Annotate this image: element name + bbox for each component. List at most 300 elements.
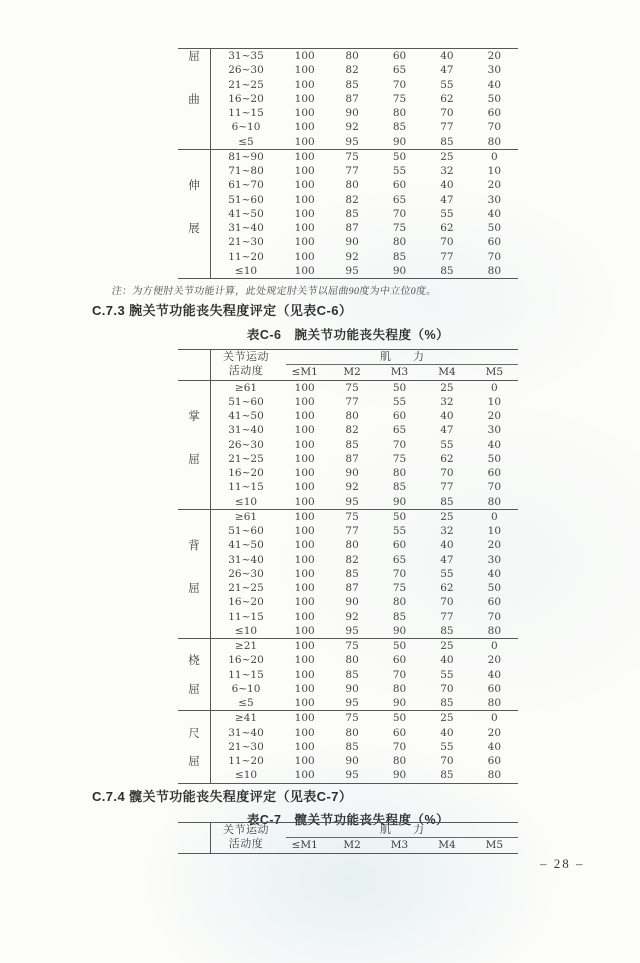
loss-percent-cell: 30 — [487, 424, 502, 437]
rom-range-cell: 51~60 — [228, 395, 264, 408]
rom-range-cell: 11~20 — [228, 250, 264, 263]
table-c6-caption: 表C-6 腕关节功能丧失程度（%） — [246, 328, 450, 342]
loss-percent-cell: 100 — [294, 135, 315, 148]
group-rows — [211, 150, 518, 278]
muscle-grade-m5: M5 — [485, 366, 504, 379]
loss-percent-cell: 100 — [294, 567, 315, 580]
loss-percent-cell: 25 — [440, 381, 454, 394]
muscle-strength-header — [281, 823, 518, 853]
rom-range-cell: 11~15 — [228, 668, 264, 681]
motion-label-cell — [178, 49, 211, 149]
rom-range-cell: 61~70 — [228, 179, 264, 192]
loss-percent-cell: 0 — [490, 150, 498, 163]
rom-range-cell: ≥21 — [234, 640, 258, 652]
loss-percent-cell: 90 — [392, 264, 407, 277]
loss-percent-cell: 40 — [440, 539, 454, 552]
loss-percent-cell: 100 — [294, 740, 315, 753]
loss-percent-cell: 100 — [294, 467, 315, 479]
loss-percent-cell: 10 — [487, 525, 502, 537]
table-row — [211, 510, 518, 524]
loss-percent-cell: 80 — [345, 539, 359, 552]
loss-percent-cell: 70 — [487, 121, 502, 134]
loss-percent-cell: 70 — [392, 438, 407, 451]
loss-percent-cell: 20 — [487, 539, 502, 552]
loss-percent-cell: 20 — [487, 50, 502, 62]
table-row — [211, 610, 518, 624]
loss-percent-cell: 70 — [392, 740, 407, 753]
loss-percent-cell: 92 — [345, 121, 359, 134]
loss-percent-cell: 100 — [294, 107, 315, 119]
group-rows — [211, 639, 518, 710]
loss-percent-cell: 100 — [294, 150, 315, 163]
table-row — [211, 639, 518, 653]
table-row — [211, 381, 518, 395]
loss-percent-cell: 100 — [294, 64, 315, 77]
loss-percent-cell: 100 — [294, 250, 315, 263]
loss-percent-cell: 80 — [392, 596, 407, 609]
table-group — [178, 510, 518, 639]
motion-label-char: 屈 — [188, 683, 200, 696]
loss-percent-cell: 80 — [487, 769, 502, 782]
table-row — [211, 250, 518, 264]
loss-percent-cell: 100 — [294, 207, 315, 220]
loss-percent-cell: 85 — [440, 495, 454, 508]
rom-range-cell: 41~50 — [228, 207, 264, 220]
table-row — [211, 581, 518, 595]
loss-percent-cell: 95 — [345, 264, 359, 277]
loss-percent-cell: 100 — [294, 179, 315, 192]
table-row — [211, 452, 518, 466]
loss-percent-cell: 40 — [487, 207, 502, 220]
loss-percent-cell: 80 — [392, 467, 407, 479]
loss-percent-cell: 32 — [440, 395, 454, 408]
loss-percent-cell: 50 — [487, 92, 502, 105]
table-note: 注：为方便肘关节功能计算，此处规定肘关节以屈曲90度为中立位0度。 — [110, 286, 438, 297]
loss-percent-cell: 100 — [294, 410, 315, 422]
loss-percent-cell: 100 — [294, 624, 315, 637]
rom-range-cell: 31~40 — [228, 222, 264, 234]
group-rows — [211, 49, 518, 149]
loss-percent-cell: 60 — [392, 410, 407, 422]
loss-percent-cell: 100 — [294, 121, 315, 134]
loss-percent-cell: 50 — [392, 381, 407, 394]
loss-percent-cell: 65 — [392, 424, 407, 437]
loss-percent-cell: 30 — [487, 553, 502, 566]
rom-range-cell: 16~20 — [228, 92, 264, 105]
table-row — [211, 768, 518, 782]
loss-percent-cell: 60 — [487, 755, 502, 767]
loss-percent-cell: 87 — [345, 222, 359, 234]
rom-range-cell: 41~50 — [228, 539, 264, 552]
table-row — [211, 726, 518, 740]
loss-percent-cell: 100 — [294, 236, 315, 249]
loss-percent-cell: 55 — [440, 668, 454, 681]
loss-percent-cell: 100 — [294, 395, 315, 408]
loss-percent-cell: 30 — [487, 193, 502, 206]
muscle-strength-title: 肌 力 — [286, 823, 518, 838]
table-row — [211, 538, 518, 552]
rom-header-line1: 关节运动 — [223, 351, 269, 363]
loss-percent-cell: 55 — [440, 207, 454, 220]
loss-percent-cell: 10 — [487, 395, 502, 408]
loss-percent-cell: 75 — [345, 150, 359, 163]
loss-percent-cell: 85 — [345, 668, 359, 681]
table-row — [211, 466, 518, 480]
loss-percent-cell: 100 — [294, 438, 315, 451]
loss-percent-cell: 82 — [345, 553, 359, 566]
table-row — [211, 754, 518, 768]
table-row — [211, 409, 518, 423]
table-row — [211, 264, 518, 278]
loss-percent-cell: 100 — [294, 553, 315, 566]
motion-label-char: 掌 — [188, 411, 200, 424]
loss-percent-cell: 20 — [487, 179, 502, 192]
loss-percent-cell: 70 — [440, 236, 454, 249]
loss-percent-cell: 60 — [487, 467, 502, 479]
loss-percent-cell: 40 — [440, 50, 454, 62]
table-row — [211, 63, 518, 77]
loss-percent-cell: 100 — [294, 264, 315, 277]
motion-label-cell — [178, 150, 211, 278]
loss-percent-cell: 55 — [440, 438, 454, 451]
loss-percent-cell: 70 — [440, 682, 454, 695]
motion-label-char: 伸 — [188, 180, 200, 193]
loss-percent-cell: 47 — [440, 64, 454, 77]
loss-percent-cell: 50 — [487, 452, 502, 465]
loss-percent-cell: 60 — [392, 726, 407, 739]
table-row — [211, 696, 518, 710]
table-header-row — [178, 350, 518, 381]
loss-percent-cell: 77 — [345, 525, 359, 537]
rom-header-line2: 活动度 — [228, 365, 264, 378]
loss-percent-cell: 32 — [440, 165, 454, 177]
rom-header-line2: 活动度 — [228, 838, 264, 851]
loss-percent-cell: 75 — [345, 510, 359, 523]
loss-percent-cell: 77 — [345, 165, 359, 177]
motion-label-cell — [178, 639, 211, 710]
loss-percent-cell: 85 — [440, 264, 454, 277]
table-c7-caption: 表C-7 髋关节功能丧失程度（%） — [246, 813, 450, 827]
group-rows — [211, 381, 518, 509]
loss-percent-cell: 85 — [345, 740, 359, 753]
table-group — [178, 150, 518, 279]
loss-percent-cell: 55 — [440, 740, 454, 753]
loss-percent-cell: 70 — [487, 250, 502, 263]
rom-range-cell: 21~25 — [228, 452, 264, 465]
table-row — [211, 135, 518, 149]
loss-percent-cell: 40 — [487, 740, 502, 753]
muscle-grade-m2: M2 — [343, 366, 361, 379]
loss-percent-cell: 90 — [392, 624, 407, 637]
loss-percent-cell: 20 — [487, 410, 502, 422]
loss-percent-cell: 65 — [392, 64, 407, 77]
loss-percent-cell: 77 — [440, 481, 454, 494]
table-row — [211, 92, 518, 106]
loss-percent-cell: 70 — [440, 596, 454, 609]
loss-percent-cell: 55 — [440, 78, 454, 91]
rom-range-cell: ≤10 — [234, 769, 258, 782]
loss-percent-cell: 100 — [294, 582, 315, 594]
elbow-function-loss-table-continuation — [178, 48, 518, 279]
loss-percent-cell: 100 — [294, 726, 315, 739]
table-row — [211, 207, 518, 221]
table-row — [211, 653, 518, 667]
loss-percent-cell: 20 — [487, 654, 502, 667]
motion-label-char: 屈 — [188, 583, 200, 596]
loss-percent-cell: 40 — [440, 179, 454, 192]
table-row — [211, 740, 518, 754]
loss-percent-cell: 80 — [345, 654, 359, 667]
loss-percent-cell: 60 — [392, 179, 407, 192]
loss-percent-cell: 80 — [487, 135, 502, 148]
loss-percent-cell: 100 — [294, 539, 315, 552]
loss-percent-cell: 60 — [392, 539, 407, 552]
loss-percent-cell: 70 — [487, 481, 502, 494]
rom-range-cell: 21~25 — [228, 582, 264, 594]
loss-percent-cell: 85 — [440, 135, 454, 148]
loss-percent-cell: 90 — [345, 596, 359, 609]
rom-range-cell: ≤5 — [238, 697, 254, 709]
rom-range-cell: ≤10 — [234, 264, 258, 277]
table-row — [211, 221, 518, 235]
loss-percent-cell: 95 — [345, 495, 359, 508]
rom-header-line1: 关节运动 — [223, 824, 269, 836]
table-group — [178, 49, 518, 150]
loss-percent-cell: 80 — [392, 236, 407, 249]
table-header-row — [178, 823, 518, 854]
loss-percent-cell: 85 — [392, 610, 407, 623]
loss-percent-cell: 60 — [487, 107, 502, 119]
loss-percent-cell: 82 — [345, 193, 359, 206]
muscle-grade-m4: M4 — [438, 839, 456, 852]
loss-percent-cell: 80 — [392, 107, 407, 119]
rom-range-cell: 21~30 — [228, 740, 264, 753]
rom-range-cell: ≤5 — [238, 135, 254, 148]
loss-percent-cell: 100 — [294, 640, 315, 652]
rom-range-cell: 11~15 — [228, 481, 264, 494]
loss-percent-cell: 100 — [294, 381, 315, 394]
loss-percent-cell: 77 — [440, 250, 454, 263]
wrist-function-loss-table — [178, 349, 518, 784]
loss-percent-cell: 85 — [345, 78, 359, 91]
rom-range-cell: 31~40 — [228, 726, 264, 739]
loss-percent-cell: 90 — [345, 467, 359, 479]
loss-percent-cell: 60 — [487, 682, 502, 695]
muscle-grade-m3: M3 — [390, 366, 409, 379]
table-group — [178, 381, 518, 510]
rom-range-cell: 31~35 — [228, 50, 264, 62]
table-row — [211, 595, 518, 609]
loss-percent-cell: 95 — [345, 624, 359, 637]
motion-label-cell — [178, 381, 211, 509]
table-row — [211, 524, 518, 538]
loss-percent-cell: 60 — [487, 596, 502, 609]
loss-percent-cell: 92 — [345, 481, 359, 494]
loss-percent-cell: 40 — [487, 668, 502, 681]
muscle-strength-title: 肌 力 — [286, 350, 518, 365]
loss-percent-cell: 100 — [294, 755, 315, 767]
muscle-grade-m1: ≤M1 — [291, 366, 318, 379]
loss-percent-cell: 77 — [440, 121, 454, 134]
table-row — [211, 395, 518, 409]
loss-percent-cell: 50 — [487, 582, 502, 594]
loss-percent-cell: 62 — [440, 452, 454, 465]
loss-percent-cell: 80 — [345, 179, 359, 192]
loss-percent-cell: 100 — [294, 596, 315, 609]
loss-percent-cell: 100 — [294, 769, 315, 782]
rom-range-cell: 26~30 — [228, 438, 264, 451]
motion-label-char: 屈 — [188, 51, 200, 64]
loss-percent-cell: 77 — [440, 610, 454, 623]
rom-column-header — [211, 350, 281, 380]
loss-percent-cell: 65 — [392, 193, 407, 206]
loss-percent-cell: 70 — [440, 107, 454, 119]
table-row — [211, 49, 518, 63]
loss-percent-cell: 47 — [440, 424, 454, 437]
loss-percent-cell: 30 — [487, 64, 502, 77]
table-row — [211, 78, 518, 92]
rom-range-cell: ≥61 — [234, 510, 258, 523]
loss-percent-cell: 92 — [345, 250, 359, 263]
loss-percent-cell: 0 — [490, 381, 498, 394]
table-row — [211, 438, 518, 452]
loss-percent-cell: 90 — [392, 697, 407, 709]
loss-percent-cell: 60 — [392, 654, 407, 667]
table-row — [211, 495, 518, 509]
muscle-grade-columns — [281, 838, 518, 852]
loss-percent-cell: 60 — [392, 50, 407, 62]
loss-percent-cell: 40 — [487, 567, 502, 580]
loss-percent-cell: 80 — [487, 624, 502, 637]
table-group — [178, 639, 518, 711]
muscle-grade-columns — [281, 365, 518, 379]
motion-label-char: 屈 — [188, 453, 200, 466]
loss-percent-cell: 82 — [345, 424, 359, 437]
table-row — [211, 164, 518, 178]
loss-percent-cell: 70 — [487, 610, 502, 623]
loss-percent-cell: 80 — [392, 682, 407, 695]
loss-percent-cell: 95 — [345, 135, 359, 148]
loss-percent-cell: 95 — [345, 697, 359, 709]
rom-range-cell: ≤10 — [234, 624, 258, 637]
loss-percent-cell: 40 — [440, 726, 454, 739]
loss-percent-cell: 75 — [392, 582, 407, 594]
loss-percent-cell: 85 — [345, 567, 359, 580]
rom-range-cell: 51~60 — [228, 525, 264, 537]
loss-percent-cell: 80 — [487, 264, 502, 277]
motion-column-header — [178, 823, 211, 853]
loss-percent-cell: 75 — [345, 381, 359, 394]
loss-percent-cell: 60 — [487, 236, 502, 249]
rom-range-cell: ≥61 — [234, 381, 258, 394]
loss-percent-cell: 65 — [392, 553, 407, 566]
loss-percent-cell: 87 — [345, 452, 359, 465]
loss-percent-cell: 100 — [294, 78, 315, 91]
loss-percent-cell: 55 — [440, 567, 454, 580]
rom-range-cell: 26~30 — [228, 567, 264, 580]
rom-range-cell: 31~40 — [228, 424, 264, 437]
loss-percent-cell: 92 — [345, 610, 359, 623]
loss-percent-cell: 80 — [487, 495, 502, 508]
rom-range-cell: 16~20 — [228, 467, 264, 479]
loss-percent-cell: 100 — [294, 165, 315, 177]
loss-percent-cell: 85 — [440, 769, 454, 782]
loss-percent-cell: 87 — [345, 582, 359, 594]
loss-percent-cell: 62 — [440, 92, 454, 105]
loss-percent-cell: 50 — [392, 150, 407, 163]
loss-percent-cell: 0 — [490, 510, 498, 523]
loss-percent-cell: 90 — [345, 682, 359, 695]
table-row — [211, 567, 518, 581]
loss-percent-cell: 20 — [487, 726, 502, 739]
loss-percent-cell: 55 — [392, 395, 407, 408]
loss-percent-cell: 47 — [440, 553, 454, 566]
loss-percent-cell: 100 — [294, 654, 315, 667]
loss-percent-cell: 62 — [440, 582, 454, 594]
loss-percent-cell: 100 — [294, 682, 315, 695]
loss-percent-cell: 70 — [392, 567, 407, 580]
motion-label-char: 背 — [188, 540, 200, 553]
loss-percent-cell: 100 — [294, 481, 315, 494]
loss-percent-cell: 47 — [440, 193, 454, 206]
motion-label-char: 尺 — [188, 727, 200, 740]
rom-range-cell: 11~20 — [228, 755, 264, 767]
loss-percent-cell: 95 — [345, 769, 359, 782]
table-row — [211, 193, 518, 207]
hip-function-loss-table-header — [178, 822, 518, 854]
rom-range-cell: 16~20 — [228, 596, 264, 609]
rom-range-cell: 21~30 — [228, 236, 264, 249]
loss-percent-cell: 70 — [440, 467, 454, 479]
loss-percent-cell: 90 — [345, 236, 359, 249]
motion-column-header — [178, 350, 211, 380]
loss-percent-cell: 70 — [392, 78, 407, 91]
loss-percent-cell: 70 — [392, 668, 407, 681]
table-row — [211, 106, 518, 120]
loss-percent-cell: 50 — [392, 510, 407, 523]
loss-percent-cell: 40 — [487, 438, 502, 451]
loss-percent-cell: 100 — [294, 510, 315, 523]
loss-percent-cell: 55 — [392, 525, 407, 537]
loss-percent-cell: 85 — [392, 250, 407, 263]
loss-percent-cell: 70 — [392, 207, 407, 220]
rom-range-cell: 11~15 — [228, 610, 264, 623]
loss-percent-cell: 75 — [392, 222, 407, 234]
loss-percent-cell: 32 — [440, 525, 454, 537]
table-row — [211, 235, 518, 249]
loss-percent-cell: 75 — [392, 92, 407, 105]
loss-percent-cell: 100 — [294, 50, 315, 62]
motion-label-cell — [178, 711, 211, 782]
muscle-grade-m5: M5 — [485, 839, 504, 852]
table-row — [211, 711, 518, 725]
rom-range-cell: 31~40 — [228, 553, 264, 566]
loss-percent-cell: 40 — [440, 410, 454, 422]
loss-percent-cell: 80 — [345, 726, 359, 739]
loss-percent-cell: 75 — [345, 712, 359, 725]
loss-percent-cell: 70 — [440, 755, 454, 767]
loss-percent-cell: 25 — [440, 510, 454, 523]
loss-percent-cell: 85 — [345, 438, 359, 451]
loss-percent-cell: 90 — [345, 755, 359, 767]
motion-label-char: 屈 — [188, 756, 200, 769]
rom-range-cell: 51~60 — [228, 193, 264, 206]
motion-label-char: 展 — [188, 223, 200, 236]
loss-percent-cell: 87 — [345, 92, 359, 105]
loss-percent-cell: 100 — [294, 697, 315, 709]
muscle-strength-header — [281, 350, 518, 380]
section-heading-c73: C.7.3 腕关节功能丧失程度评定（见表C-6） — [92, 303, 353, 318]
